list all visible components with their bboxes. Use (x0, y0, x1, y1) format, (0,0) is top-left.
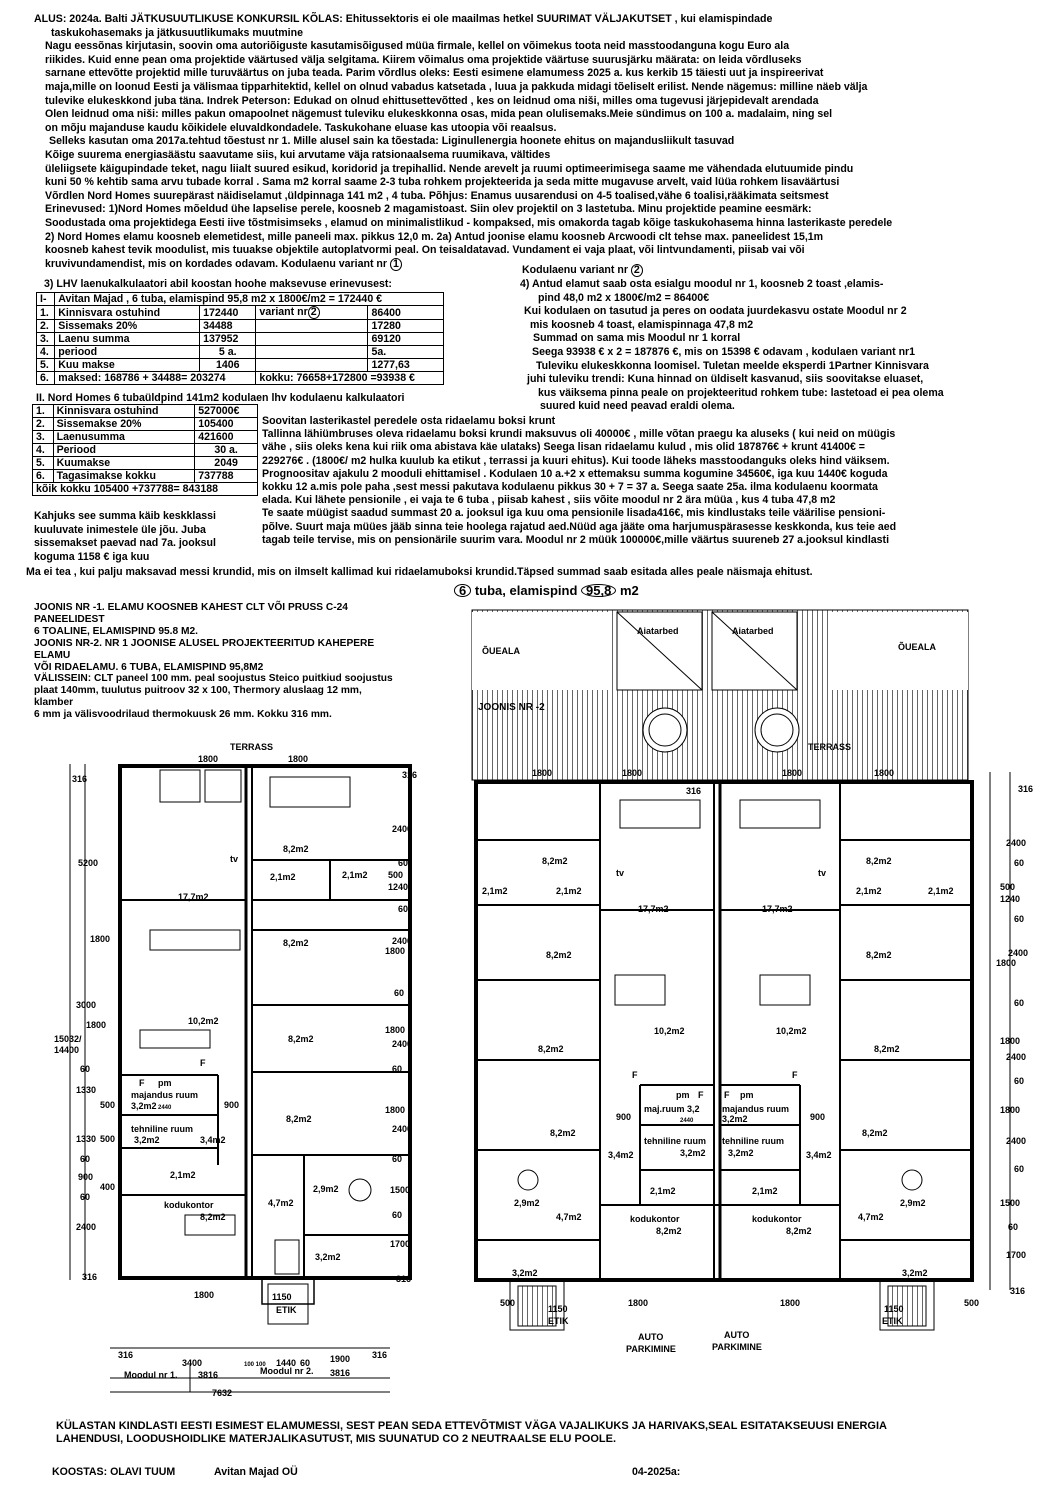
room-name: majandus ruum (131, 1090, 199, 1100)
table-cell: kokku: 76658+172800 =93938 € (256, 372, 444, 385)
plan-title-post: m2 (616, 583, 639, 598)
room-area: 3,4m2 (806, 1150, 832, 1160)
dim-label: 1240 (1000, 894, 1021, 904)
table-cell: Kuumakse (53, 457, 195, 470)
dim-label: 1800 (385, 1025, 406, 1035)
variant2-line: Summad on sama mis Moodul nr 1 korral (533, 332, 741, 345)
intro-line: riikides. Kuid enne pean oma projektide väärtused välja selgitama. Kiirem võimalus oma projektide väärtuse suurusjärku määrata: on leida võrdluseks (45, 53, 802, 66)
dim-label: 316 (72, 774, 88, 784)
dim-label: 500 (100, 1100, 116, 1110)
date-day: 04 (632, 1466, 644, 1478)
variant2-line: juhi tuleviku trendi: Kuna hinnad on üldiselt kasvanud, siis soovitakse eluaset, (527, 373, 924, 386)
table-cell: 69120 (368, 333, 444, 346)
dim-label: 3000 (76, 1000, 97, 1010)
joonis-line: PANEELIDEST (34, 613, 105, 625)
room-area: 8,2m2 (550, 1128, 576, 1138)
recommend-line: põlve. Suurt maja müües jääb sinna teie hoolega rajatud aed.Nüüd aga jääte oma harjumuspärasesse keskkonda, kus teie aed (262, 520, 897, 533)
dim-label: 2400 (1006, 1052, 1027, 1062)
dim-label: 2400 (392, 1039, 413, 1049)
table-cell: Kuu makse (55, 359, 200, 372)
room-area: 2,1m2 (752, 1186, 778, 1196)
footer-statement (56, 1420, 887, 1445)
note-line: sissemakset paevad nad 7a. jooksul (34, 537, 216, 550)
dim-label: 316 (402, 770, 418, 780)
intro-line: 2) Nord Homes elamu koosneb elemetidest, mille paneeli max. pikkus 12,0 m. 2a) Antud joonise elamu koosneb Arcwoodi clt tehse max. paneelidest 15,1m (45, 230, 824, 243)
parking-label: AUTO (638, 1332, 664, 1342)
parking-label: AUTO (724, 1330, 750, 1340)
dim-label: 60 (1014, 1164, 1025, 1174)
joonis-line: JOONIS NR -1. ELAMU KOOSNEB KAHEST CLT VÕI PRUSS C-24 (34, 602, 348, 613)
recommend-line: vähe , siis oleks kena kui riik oma abistava käe ulataks) Seega lisan ridaelamu kulud , mis olid 187876€ + krunt 41400€ = (262, 441, 865, 454)
recommend-line: Prognoositav ajakulu 2 mooduli ehittamisel . Kodulaen 10 a.+2 x ettemaksu summa kogumine 34560€, iga kuu 1440€ koguda (262, 467, 888, 480)
room-area: 8,2m2 (283, 938, 309, 948)
recommend-line: Tallinna lähiümbruses oleva ridaelamu boksi krundi maksuvus oli 40000€ , mille võtan praegu ka aluseks ( kui neid on müügis (262, 428, 896, 441)
dim-label: 316 (686, 786, 702, 796)
intro-line: koosneb kahest tevik moodulist, mis tuuakse objektile autoplatvormi peal. On teisaldatavad. Vundament ei vaja plaat, või lintvundamenti, piisab vai või (45, 244, 805, 257)
dim-label: 500 (1000, 882, 1016, 892)
dim-label: 1800 (385, 946, 406, 956)
room-area: 17,7m2 (178, 892, 209, 902)
yard-label: ÕUEALA (898, 642, 936, 652)
dim-label: 60 (398, 904, 409, 914)
dim-label: 60 (392, 1154, 403, 1164)
parking-label: PARKIMINE (712, 1342, 762, 1352)
dim-label: 60 (80, 1192, 91, 1202)
table-cell: Sissemaks 20% (55, 320, 200, 333)
dim-label: 60 (300, 1358, 311, 1368)
room-area: 2,1m2 (482, 886, 508, 896)
dim-label: 1700 (390, 1239, 411, 1249)
dim-label: 5200 (78, 858, 99, 868)
intro-line: Selleks kasutan oma 2017a.tehtud tõestust nr 1. Mille alusel sain ka tõestada: Liginullenergia hoonete ehitus on majandusliikult tasuvad (49, 135, 735, 148)
dim-label: 1330 (76, 1085, 97, 1095)
joonis-line: klamber (34, 697, 74, 709)
author-label: KOOSTAS: OLAVI TUUM (52, 1466, 176, 1478)
dim-label: 1240 (388, 882, 409, 892)
table-cell: 6. (37, 372, 55, 385)
dim-label: 1800 (1000, 1036, 1021, 1046)
room-name: kodukontor (630, 1214, 680, 1224)
dim-label: 316 (1018, 784, 1034, 794)
room-area: 2,9m2 (313, 1184, 339, 1194)
variant2-line: Kui kodulaen on tasutud ja peres on oodata juurdekasvu ostate Moodul nr 2 (524, 305, 907, 318)
table-cell: Tagasimakse kokku (53, 470, 195, 483)
table-cell: 421600 (195, 431, 258, 444)
variant-2-marker: 2 (631, 264, 643, 277)
table-cell: kõik kokku 105400 +737788= 843188 (33, 483, 258, 496)
room-area: 8,2m2 (283, 844, 309, 854)
room-area: 3,2m2 (131, 1101, 157, 1111)
company-label: Avitan Majad OÜ (214, 1466, 298, 1478)
recommend-line: tagab teile tervise, mis on pensionärile suurim vara. Moodul nr 2 müük 100000€,mille väärtus suureneb 27 a.jooksul kindlasti (262, 533, 890, 546)
room-area: 8,2m2 (286, 1114, 312, 1124)
room-area: 8,2m2 (538, 1044, 564, 1054)
area-value: 95,8 (581, 584, 616, 597)
table-cell: 5. (37, 359, 55, 372)
dim-label: 500 (100, 1134, 116, 1144)
footer-line: LAHENDUSI, LOODUSHOIDLIKE MATERJALIKASUTUST, MIS SUUNATUD CO 2 NEUTRAALSE ELU POOLE. (56, 1432, 617, 1445)
table-cell: 137952 (200, 333, 256, 346)
room-area: 2,1m2 (170, 1170, 196, 1180)
pm-label: pm (676, 1090, 690, 1100)
table-cell: 172440 (200, 306, 256, 320)
etik-label: ETIK (882, 1316, 903, 1326)
table-cell: Periood (53, 444, 195, 457)
dim-label: 2400 (392, 1124, 413, 1134)
variant2-line: kus väiksema pinna peale on projekteeritud rohkem tube: lastetoad ei pea olema (538, 386, 944, 399)
variant2-line: Tuleviku elukeskkonna loomisel. Tuletan meelde eksperdi 1Partner Kinnisvara (536, 359, 929, 372)
etik-label: ETIK (276, 1305, 297, 1315)
dim-label: 1150 (548, 1304, 568, 1314)
table-cell: 5 a. (200, 346, 256, 359)
dim-label: 2400 (1008, 948, 1029, 958)
rooms-count: 6 (454, 584, 471, 597)
table-cell: Kinnisvara ostuhind (55, 306, 200, 320)
dim-label: 100 100 (244, 1362, 266, 1368)
dim-label: 1800 (198, 754, 219, 764)
room-area: 8,2m2 (786, 1226, 812, 1236)
plan-1 (120, 766, 413, 1324)
dim-label: 1800 (874, 768, 895, 778)
dim-label: 400 (100, 1182, 116, 1192)
joonis-line: ELAMU (34, 649, 71, 661)
dim-label: 60 (1014, 998, 1025, 1008)
table-cell: 1277,63 (368, 359, 444, 372)
nord-heading: II. Nord Homes 6 tubaüldpind 141m2 kodulaen lhv kodulaenu kalkulaatori (36, 392, 405, 404)
dim-label: 3816 (198, 1370, 219, 1380)
date-year: -2025a: (643, 1466, 681, 1478)
dim-label: 316 (118, 1350, 134, 1360)
table-cell: 1. (37, 306, 55, 320)
storage-label: Aiatarbed (732, 626, 774, 636)
room-area: 8,2m2 (862, 1128, 888, 1138)
plan-title-mid: tuba, elamispind (471, 583, 582, 598)
room-area: 8,2m2 (288, 1034, 314, 1044)
note-line: koguma 1158 € iga kuu (34, 550, 150, 563)
dim-label: 1800 (622, 768, 643, 778)
recommend-line: 229276€ . (1800€/ m2 hulka kuulub ka etikut , terrassi ja kuuri ehitus). Kui toode läheks masstoodanguks oleks hind väiksem. (262, 454, 890, 467)
variant-1-marker: 1 (390, 258, 402, 271)
dim-label: 1150 (272, 1292, 292, 1302)
dim-label: 2400 (1006, 838, 1027, 848)
dim-label: 60 (394, 988, 405, 998)
variant2-line: pind 48,0 m2 x 1800€/m2 = 86400€ (538, 291, 710, 304)
dim-label: 3816 (330, 1368, 351, 1378)
dim-label: 1500 (1000, 1198, 1021, 1208)
disclaimer: Ma ei tea , kui palju maksavad messi krundid, mis on ilmselt kallimad kui ridaelamuboksi krundid.Täpsed summad saab esitada alles peale näismaja ehitust. (26, 566, 813, 578)
dim-label: 1800 (385, 1105, 406, 1115)
room-area: 2,1m2 (856, 886, 882, 896)
dim-label: 3400 (182, 1358, 203, 1368)
dim-label: 900 (616, 1112, 632, 1122)
room-area: 3,2m2 (722, 1114, 748, 1124)
tv-label: tv (818, 868, 827, 878)
plan-2 (472, 610, 1010, 1330)
dim-label: 7632 (212, 1388, 233, 1398)
room-name: tehniline ruum (644, 1136, 707, 1146)
recommend-line: Soovitan lasterikastel peredele osta ridaelamu boksi krunt (262, 415, 556, 427)
intro-line: maja,mille on loonud Eesti ja välismaa tipparhitektid, kellel on olnud vabadus katsetada , luua ja pakkuda midagi tõeliselt erilist. Nende nägemus: milline näeb välja (45, 80, 868, 93)
dim-label: 2440 (680, 1118, 694, 1124)
module-label: Moodul nr 2. (260, 1366, 314, 1376)
room-name: maj.ruum 3,2 (644, 1104, 700, 1114)
room-name: kodukontor (164, 1200, 214, 1210)
table-cell: I- (37, 293, 55, 306)
dim-label: 1800 (780, 1298, 801, 1308)
room-area: 3,2m2 (512, 1268, 538, 1278)
dim-label: 2400 (1006, 1136, 1027, 1146)
dim-label: 2400 (392, 824, 413, 834)
intro-line: tulevike elukeskkond juba täna. Indrek Peterson: Edukad on olnud ehittusettevõtted , kes on leidnud oma niši, milles oma tugevusi järjepidevalt arendada (45, 94, 819, 107)
dim-label: 1900 (330, 1354, 351, 1364)
table-cell: 1. (33, 405, 54, 418)
joonis-line: plaat 140mm, tuulutus puitroov 32 x 100, Thermory aluslaag 12 mm, (34, 685, 362, 697)
dim-label: 316 (1010, 1286, 1026, 1296)
table-cell: Laenusumma (53, 431, 195, 444)
dim-label: 1500 (390, 1185, 411, 1195)
dim-label: 1800 (1000, 1105, 1021, 1115)
joonis-line: VÄLISSEIN: CLT paneel 100 mm. peal soojustus Steico puitkiud soojustus (34, 673, 393, 685)
table-cell: 86400 (368, 306, 444, 320)
room-area: 3,2m2 (315, 1252, 341, 1262)
room-area: 8,2m2 (200, 1212, 226, 1222)
table-cell: 105400 (195, 418, 258, 431)
joonis-line: VÕI RIDAELAMU. 6 TUBA, ELAMISPIND 95,8M2 (34, 661, 264, 673)
table-cell: 3. (37, 333, 55, 346)
footer-line: KÜLASTAN KINDLASTI EESTI ESIMEST ELAMUMESSI, SEST PEAN SEDA ETTEVÕTMIST VÄGA VAJALIKUKS JA HARIVAKS,SEAL ESITATAKSEUUSI ENERGIA (56, 1420, 887, 1432)
dim-label: 60 (1014, 858, 1025, 868)
intro-line: Kõige suurema energiasäästu saavutame siis, kui arvutame väja ratsionaalsema ruumikava, vältides (45, 148, 551, 161)
dim-label: 15032/ (54, 1034, 82, 1044)
room-area: 8,2m2 (656, 1226, 682, 1236)
room-area: 8,2m2 (874, 1044, 900, 1054)
joonis-line: JOONIS NR-2. NR 1 JOONISE ALUSEL PROJEKTEERITUD KAHEPERE (34, 637, 375, 649)
table-cell: Avitan Majad , 6 tuba, elamispind 95,8 m2 x 1800€/m2 = 172440 € (55, 293, 444, 306)
room-area: 10,2m2 (654, 1026, 685, 1036)
table-cell: maksed: 168786 + 34488= 203274 (55, 372, 256, 385)
dim-label: 60 (80, 1154, 91, 1164)
table-cell: 2. (37, 320, 55, 333)
variant-2-marker: 2 (308, 306, 320, 319)
room-area: 8,2m2 (546, 950, 572, 960)
room-area: 10,2m2 (776, 1026, 807, 1036)
dim-label: 1800 (628, 1298, 649, 1308)
table-cell: 17280 (368, 320, 444, 333)
intro-line: Soodustada oma projektidega Eesti iive tõstmisimseks , elamud on minimalistlikud - kompaksed, mis omakorda tagab kõige taskukohasema hinna lasterikaste peredele (45, 216, 893, 229)
room-area: 3,2m2 (902, 1268, 928, 1278)
tv-label: tv (230, 854, 239, 864)
dim-label: 316 (396, 1274, 412, 1284)
dim-label: 1800 (194, 1290, 215, 1300)
module-label: Moodul nr 1. (124, 1370, 178, 1380)
table-cell: 527000€ (195, 405, 258, 418)
room-area: 2,1m2 (342, 870, 368, 880)
storage-label: Aiatarbed (637, 626, 679, 636)
date-label (632, 1466, 680, 1480)
room-area: 2,9m2 (900, 1198, 926, 1208)
intro-line: üleliigsete käigupindade teket, nagu liialt suured esikud, koridorid ja trepihallid. Nende arevelt ja ruumi optimeerimisega saame me vähendada elutuumide pindu (45, 162, 854, 175)
dim-label: 1150 (884, 1304, 904, 1314)
intro-line: Erinevused: 1)Nord Homes mõeldud ühe lapselise perele, koosneb 2 magamistoast. Siin olev projektil on 3 lastetuba. Minu projektide peamine eesmärk: (45, 203, 812, 216)
room-area: 4,7m2 (268, 1198, 294, 1208)
table-cell: 4. (33, 444, 54, 457)
table-cell: 6. (33, 470, 54, 483)
variant2-line: 4) Antud elamut saab osta esialgu moodul nr 1, koosneb 2 toast ,elamis- (520, 278, 884, 290)
room-area: 2,1m2 (650, 1186, 676, 1196)
f-label: F (139, 1078, 145, 1088)
dim-label: 500 (388, 870, 404, 880)
intro-line: kuni 50 % kehtib sama arvu tubade korral . Sama m2 korral saame 2-3 tuba rohkem projekteerida ja seda mitte mugavuse arvelt, vaid lüüa rohkem lisaväärtusi (45, 176, 840, 189)
f-label: F (698, 1090, 704, 1100)
room-name: majandus ruum (722, 1104, 790, 1114)
dim-label: 900 (78, 1172, 94, 1182)
room-area: 4,7m2 (556, 1212, 582, 1222)
room-area: 17,7m2 (638, 904, 669, 914)
f-label: F (792, 1070, 798, 1080)
dim-label: 900 (810, 1112, 826, 1122)
table-cell: periood (55, 346, 200, 359)
table-cell: Sissemakse 20% (53, 418, 195, 431)
dim-label: 1800 (532, 768, 553, 778)
f-label: F (200, 1058, 206, 1068)
table-cell: 4. (37, 346, 55, 359)
joonis-line: 6 TOALINE, ELAMISPIND 95.8 M2. (34, 625, 198, 637)
dim-label: 60 (398, 858, 409, 868)
dim-label: 2400 (76, 1222, 97, 1232)
room-area: 2,9m2 (514, 1198, 540, 1208)
room-name: kodukontor (752, 1214, 802, 1224)
room-area: 3,4m2 (200, 1135, 226, 1145)
room-area: 3,2m2 (728, 1148, 754, 1158)
dim-label: 1800 (288, 754, 309, 764)
terrass-label: TERRASS (808, 742, 852, 752)
dim-label: 60 (392, 1064, 403, 1074)
dim-label: 1800 (996, 958, 1017, 968)
table-cell: 34488 (200, 320, 256, 333)
intro-line: sarnane ettevõtte projektid mille turuväärtus on juba teada. Parim võrdlus oleks: Eesti esimene elamumess 2025 a. kus kerkib 15 täiesti uut ja inspireerivat (45, 67, 824, 80)
note-line: kuuluvate inimestele üle jõu. Juba (34, 523, 206, 536)
f-label: F (632, 1070, 638, 1080)
dim-label: 1700 (1006, 1250, 1027, 1260)
dim-label: 60 (392, 1210, 403, 1220)
dim-label: 316 (372, 1350, 388, 1360)
recommend-line: kokku 12 a.mis pole paha ,sest messi pakutava kodulaenu pikkus 30 + 7 = 37 a. Seega saate 25a. ilma kodulaenu koormata (262, 481, 878, 494)
room-name: tehniline ruum (131, 1124, 194, 1134)
room-area: 3,4m2 (608, 1150, 634, 1160)
lhv-heading: 3) LHV laenukalkulaatori abil koostan hoohe maksevuse erinevusest: (44, 278, 392, 290)
room-area: 2,1m2 (928, 886, 954, 896)
variant2-line: mis koosneb 4 toast, elamispinnaga 47,8 m2 (530, 318, 754, 331)
joonis-line: 6 mm ja välisvoodrilaud thermokuusk 26 mm. Kokku 316 mm. (34, 709, 332, 721)
intro-line: Võrdlen Nord Homes suurepärast näidiselamut ,üldpinnaga 141 m2 , 4 tuba. Põhjus: Enamus uusarendusi on 4-5 toalised,vähe 6 toalisi,rääkimata seitsmest (45, 189, 829, 202)
room-area: 4,7m2 (858, 1212, 884, 1222)
room-area: 2,1m2 (270, 872, 296, 882)
table-cell: Laenu summa (55, 333, 200, 346)
recommend-line: elada. Kui lähete pensionile , ei vaja te 6 tuba , piisab kahest , siis võite moodul nr 2 ära müüa , kus 4 tuba 47,8 m2 (262, 494, 836, 507)
dim-label: 2400 (392, 936, 413, 946)
table-cell: 5. (33, 457, 54, 470)
dim-label: 60 (1014, 914, 1025, 924)
etik-label: ETIK (548, 1316, 569, 1326)
table-cell: 2. (33, 418, 54, 431)
table-cell: 2049 (195, 457, 258, 470)
dim-label: 1330 (76, 1134, 97, 1144)
dim-label: 900 (224, 1100, 240, 1110)
dim-label: 60 (1014, 1076, 1025, 1086)
dim-label: 500 (964, 1298, 980, 1308)
f-label: F (724, 1090, 730, 1100)
dim-label: 1800 (782, 768, 803, 778)
terrass-label: TERRASS (230, 742, 274, 752)
dim-label: 2440 (158, 1105, 172, 1111)
variant2-label-text: Kodulaenu variant nr (522, 264, 628, 276)
intro-line: Olen leidnud oma niši: milles pakun omapoolnet nägemust tuleviku elukeskkonna osas, mida pean olulisemaks.Meie sündimus on 100 a. madalaim, ning sel (45, 108, 833, 121)
intro-line: Nagu eessõnas kirjutasin, soovin oma autoriõiguste kasutamisõigused müüa firmale, kellel on võimekus toota neid masstoodanguna kogu Euro ala (45, 40, 790, 53)
intro-line: taskukohasemaks ja jätkusuutlikumaks muutmine (51, 26, 303, 39)
variant2-line: suured kuid need peavad eraldi olema. (540, 400, 735, 413)
dim-label: 500 (500, 1298, 516, 1308)
room-area: 10,2m2 (188, 1016, 219, 1026)
room-area: 8,2m2 (866, 950, 892, 960)
room-area: 17,7m2 (762, 904, 793, 914)
parking-label: PARKIMINE (626, 1344, 676, 1354)
variant2-line: Seega 93938 € x 2 = 187876 €, mis on 15398 € odavam , kodulaen variant nr1 (532, 345, 916, 358)
yard-label: ÕUEALA (482, 646, 520, 656)
table-cell: 3. (33, 431, 54, 444)
tv-label: tv (616, 868, 625, 878)
table-cell-text: variant nr (259, 306, 308, 318)
dim-label: 60 (80, 1064, 91, 1074)
intro-last-text: kruvivundamendist, mis on kordades odavam. Kodulaenu variant nr (45, 257, 388, 270)
table-cell: 5a. (368, 346, 444, 359)
dim-label: 316 (82, 1272, 98, 1282)
room-area: 2,1m2 (556, 886, 582, 896)
room-area: 8,2m2 (542, 856, 568, 866)
room-name: tehniline ruum (722, 1136, 785, 1146)
table-cell: 1406 (200, 359, 256, 372)
room-area: 8,2m2 (866, 856, 892, 866)
room-area: 3,2m2 (134, 1135, 160, 1145)
pm-label: pm (158, 1078, 172, 1088)
dim-label: 60 (1008, 1222, 1019, 1232)
pm-label: pm (740, 1090, 754, 1100)
note-line: Kahjuks see summa käib keskklassi (34, 510, 216, 522)
dim-label: 1440 (276, 1358, 297, 1368)
intro-line: ALUS: 2024a. Balti JÄTKUSUUTLIKUSE KONKURSIL KÕLAS: Ehitussektoris ei ole maailmas hetkel SUURIMAT VÄLJAKUTSET , kui elamispindade (34, 13, 773, 25)
room-area: 3,2m2 (680, 1148, 706, 1158)
joonis2-label: JOONIS NR -2 (478, 702, 545, 713)
table-cell: 30 a. (195, 444, 258, 457)
dim-label: 1800 (90, 934, 111, 944)
dim-label: 14400 (54, 1045, 80, 1055)
table-cell: Kinnisvara ostuhind (53, 405, 195, 418)
recommend-line: Te saate müügist saadud summast 20 a. jooksul iga kuu oma pensionile lisada416€, mis kindlustaks teile väärilise pensioni- (262, 507, 886, 520)
dim-label: 1800 (86, 1020, 107, 1030)
table-cell: 737788 (195, 470, 258, 483)
intro-line: on mõju majanduse kaudu kõikidele eluvaldkondadele. Taskukohane eluase kas utoopia või reaalsus. (45, 121, 557, 134)
